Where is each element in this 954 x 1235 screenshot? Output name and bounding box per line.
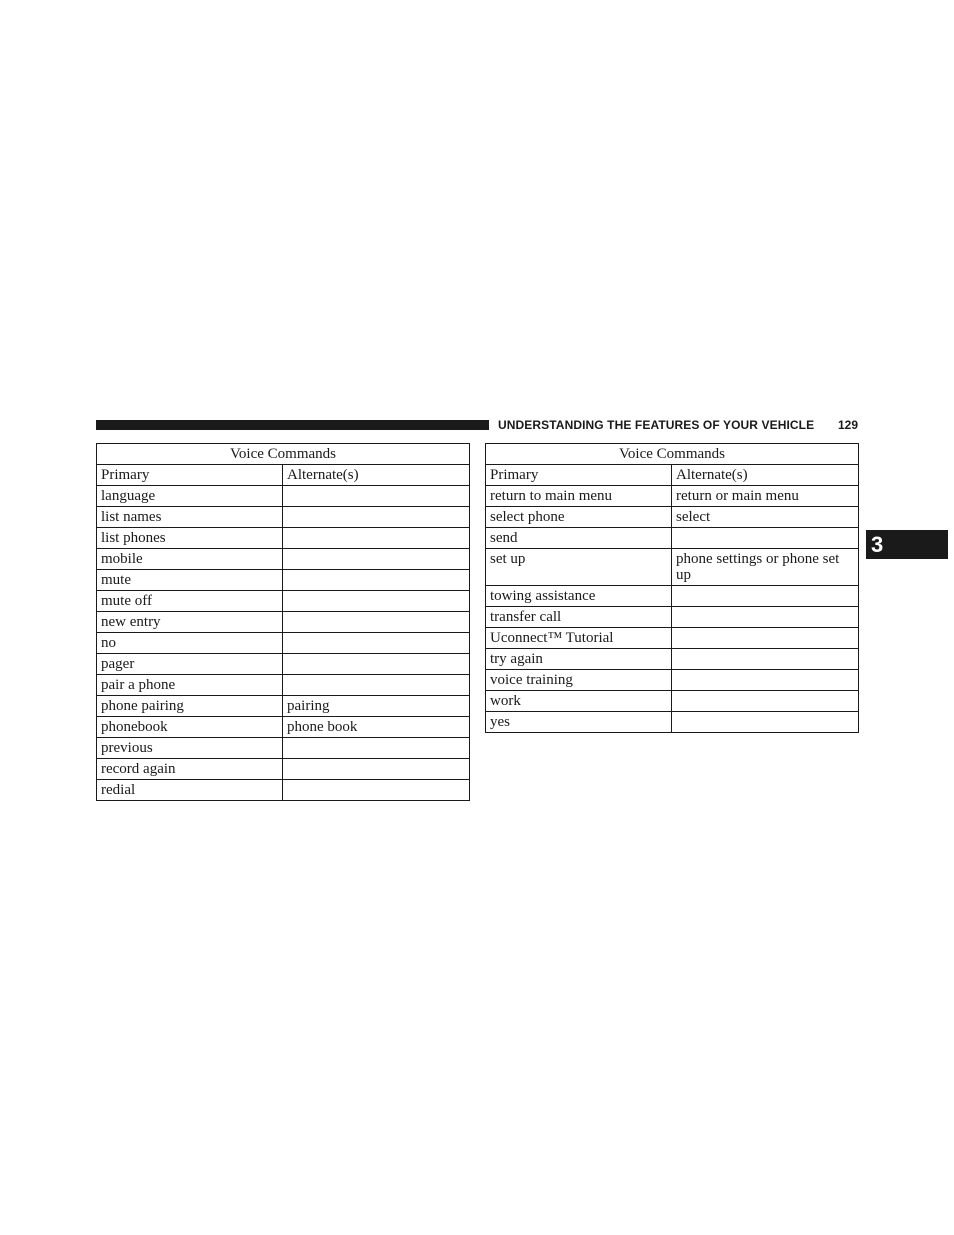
alternate-cell bbox=[283, 633, 470, 654]
table-row bbox=[97, 591, 470, 612]
table-caption: Voice Commands bbox=[486, 444, 859, 465]
primary-cell: return to main menu bbox=[486, 486, 672, 507]
alternate-cell bbox=[283, 738, 470, 759]
alternate-cell bbox=[672, 649, 859, 670]
primary-cell: record again bbox=[97, 759, 283, 780]
table-row bbox=[486, 486, 859, 507]
alternate-cell bbox=[283, 654, 470, 675]
alternate-cell bbox=[672, 691, 859, 712]
column-header-alternates: Alternate(s) bbox=[672, 465, 859, 486]
alternate-cell: pairing bbox=[283, 696, 470, 717]
chapter-tab: 3 bbox=[866, 530, 948, 559]
table-row bbox=[97, 654, 470, 675]
table-row bbox=[486, 670, 859, 691]
column-header-alternates: Alternate(s) bbox=[283, 465, 470, 486]
table-caption-row bbox=[97, 444, 470, 465]
table-row bbox=[97, 759, 470, 780]
table-row bbox=[97, 528, 470, 549]
alternate-cell bbox=[283, 759, 470, 780]
alternate-cell bbox=[283, 780, 470, 801]
primary-cell: list phones bbox=[97, 528, 283, 549]
primary-cell: select phone bbox=[486, 507, 672, 528]
table-caption: Voice Commands bbox=[97, 444, 470, 465]
table-caption-row bbox=[486, 444, 859, 465]
alternate-cell bbox=[283, 549, 470, 570]
table-row bbox=[97, 675, 470, 696]
alternate-cell bbox=[283, 591, 470, 612]
alternate-cell bbox=[283, 486, 470, 507]
primary-cell: transfer call bbox=[486, 607, 672, 628]
table-row bbox=[486, 507, 859, 528]
table-row bbox=[97, 696, 470, 717]
table-row bbox=[97, 633, 470, 654]
table-row bbox=[486, 691, 859, 712]
alternate-cell bbox=[672, 528, 859, 549]
table-row bbox=[486, 549, 859, 586]
table-row bbox=[97, 738, 470, 759]
page-number: 129 bbox=[838, 418, 859, 432]
column-header-primary: Primary bbox=[486, 465, 672, 486]
table-row bbox=[97, 780, 470, 801]
primary-cell: mute off bbox=[97, 591, 283, 612]
primary-cell: previous bbox=[97, 738, 283, 759]
table-row bbox=[97, 507, 470, 528]
primary-cell: language bbox=[97, 486, 283, 507]
table-row bbox=[486, 607, 859, 628]
alternate-cell bbox=[672, 628, 859, 649]
primary-cell: pair a phone bbox=[97, 675, 283, 696]
primary-cell: set up bbox=[486, 549, 672, 586]
table-row bbox=[486, 586, 859, 607]
primary-cell: try again bbox=[486, 649, 672, 670]
primary-cell: no bbox=[97, 633, 283, 654]
alternate-cell: return or main menu bbox=[672, 486, 859, 507]
primary-cell: towing assistance bbox=[486, 586, 672, 607]
primary-cell: phone pairing bbox=[97, 696, 283, 717]
alternate-cell bbox=[672, 586, 859, 607]
alternate-cell bbox=[283, 507, 470, 528]
primary-cell: redial bbox=[97, 780, 283, 801]
running-header-title: UNDERSTANDING THE FEATURES OF YOUR VEHICLE bbox=[498, 418, 815, 432]
primary-cell: list names bbox=[97, 507, 283, 528]
primary-cell: mute bbox=[97, 570, 283, 591]
alternate-cell bbox=[672, 607, 859, 628]
table-header-row bbox=[97, 465, 470, 486]
primary-cell: voice training bbox=[486, 670, 672, 691]
primary-cell: new entry bbox=[97, 612, 283, 633]
column-header-primary: Primary bbox=[97, 465, 283, 486]
table-row bbox=[97, 570, 470, 591]
primary-cell: yes bbox=[486, 712, 672, 733]
alternate-cell: phone settings or phone set up bbox=[672, 549, 859, 586]
header-rule bbox=[96, 420, 489, 430]
table-row bbox=[97, 612, 470, 633]
alternate-cell bbox=[283, 675, 470, 696]
table-row bbox=[97, 549, 470, 570]
alternate-cell: select bbox=[672, 507, 859, 528]
alternate-cell bbox=[283, 528, 470, 549]
alternate-cell bbox=[283, 570, 470, 591]
primary-cell: pager bbox=[97, 654, 283, 675]
table-row bbox=[97, 717, 470, 738]
table-row bbox=[486, 649, 859, 670]
table-row bbox=[486, 712, 859, 733]
primary-cell: work bbox=[486, 691, 672, 712]
primary-cell: mobile bbox=[97, 549, 283, 570]
table-row bbox=[486, 628, 859, 649]
table-row bbox=[486, 528, 859, 549]
alternate-cell bbox=[283, 612, 470, 633]
alternate-cell: phone book bbox=[283, 717, 470, 738]
alternate-cell bbox=[672, 670, 859, 691]
table-header-row bbox=[486, 465, 859, 486]
primary-cell: phonebook bbox=[97, 717, 283, 738]
primary-cell: send bbox=[486, 528, 672, 549]
voice-commands-table-left bbox=[96, 443, 470, 801]
table-row bbox=[97, 486, 470, 507]
primary-cell: Uconnect™ Tutorial bbox=[486, 628, 672, 649]
voice-commands-table-right bbox=[485, 443, 859, 733]
alternate-cell bbox=[672, 712, 859, 733]
